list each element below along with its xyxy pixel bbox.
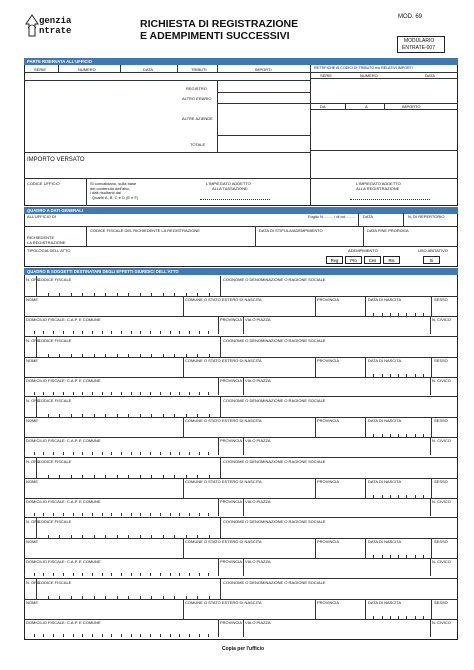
agency-logo [24,14,94,42]
ufficio-col-importi: IMPORTI [255,67,272,72]
si-button[interactable]: Si [423,256,440,264]
ufficio-col-serie: SERIE [34,67,47,72]
via-label: VIA O PIAZZA [245,499,271,504]
nome-label: NOME [26,539,38,544]
provincia-label: PROVINCIA [317,358,340,363]
importo-versato-label: IMPORTO VERSATO [27,157,85,163]
data-nascita-label: DATA DI NASCITA [368,297,402,302]
impiegato-tassazione-1: L'IMPIEGATO ADDETTO [206,181,251,186]
codice-fiscale-label: CODICE FISCALE [38,398,72,403]
civico-label: N. CIVICO [432,620,451,625]
ufficio-col-numero: NUMERO [78,67,96,72]
sesso-label: SESSO [434,418,448,423]
codice-fiscale-label: CODICE FISCALE [38,519,72,524]
codice-fiscale-label: CODICE FISCALE [38,580,72,585]
n-ord-label: N. ORD [26,580,40,585]
quadro-b-band: QUADRO B SOGGETTI DESTINATARI DEGLI EFFETTI GIURIDICI DELL'ATTO [24,268,458,275]
codice-fiscale-label: CODICE FISCALE [38,277,72,282]
importo-col: IMPORTO [402,104,421,109]
mod-number: MOD. 69 [398,14,423,20]
altre-aziende-label: ALTRE AZIENDE [182,116,213,121]
convalida-text-2: del contenuto dell'atto, [90,185,130,191]
convalida-text-4: Quadri A, B, C e D (E e F) [92,194,139,200]
via-label: VIA O PIAZZA [245,559,271,564]
provincia-label: PROVINCIA [317,297,340,302]
rettifiche-label: RETTIFICHE AI CODICI DI TRIBUTO e/o RELATIVI IMPORTI [314,66,413,70]
sesso-label: SESSO [434,539,448,544]
ufficio-band: PARTE RISERVATA ALL'UFFICIO [24,58,458,65]
modulario-text-1: MODULARIO [404,38,435,44]
nome-label: NOME [26,418,38,423]
comune-nascita-label: COMUNE O STATO ESTERO DI NASCITA [185,297,262,302]
domicilio-label: DOMICILIO FISCALE: C.A.P. E COMUNE [26,438,101,443]
cognome-label: COGNOME O DENOMINAZIONE O RAGIONE SOCIALE [223,459,326,464]
repertorio-label: N. DI REPERTORIO [408,214,445,219]
n-ord-label: N. ORD [26,277,40,282]
provincia-dom-label: PROVINCIA [220,438,243,443]
via-label: VIA O PIAZZA [245,378,271,383]
provincia-dom-label: PROVINCIA [220,499,243,504]
impiegato-tassazione-2: ALLA TASSAZIONE [212,185,248,191]
convalida-text-1: Si convalidano, sulla base [90,181,137,186]
impiegato-registrazione-2: ALLA REGISTRAZIONE [356,185,400,191]
comune-nascita-label: COMUNE O STATO ESTERO DI NASCITA [185,479,262,484]
da-col: DA [320,104,326,109]
tipologia-label: TIPOLOGIA DELL'ATTO [27,248,71,253]
nome-label: NOME [26,297,38,302]
n-ord-label: N. ORD [26,519,40,524]
ufficio-di-label: ALL'UFFICIO DI [27,214,56,219]
cognome-label: COGNOME O DENOMINAZIONE O RAGIONE SOCIALE [223,277,326,282]
via-label: VIA O PIAZZA [245,620,271,625]
provincia-label: PROVINCIA [317,479,340,484]
logo-emblem-icon [24,14,40,38]
richiedente-label-1: RICHIEDENTE [27,235,55,240]
data-proroga-label: DATA FINE PROROGA [367,228,409,233]
ces-button[interactable]: Ces [364,256,381,264]
codice-fiscale-label: CODICE FISCALE [38,338,72,343]
nome-label: NOME [26,600,38,605]
registro-label: REGISTRO [186,86,207,91]
domicilio-label: DOMICILIO FISCALE: C.A.P. E COMUNE [26,499,101,504]
provincia-dom-label: PROVINCIA [220,378,243,383]
ris-button[interactable]: Ris [383,256,400,264]
provincia-dom-label: PROVINCIA [220,317,243,322]
form-title-1: RICHIESTA DI REGISTRAZIONE [140,18,299,30]
n-ord-label: N. ORD [26,338,40,343]
footer-copia: Copia per l'ufficio [222,646,265,652]
impiegato-registrazione-1: L'IMPIEGATO ADDETTO [356,181,401,186]
altro-erario-label: ALTRO ERARIO [182,96,212,101]
ufficio-col-data: DATA [143,67,154,72]
civico-label: N. CIVICO [432,499,451,504]
logo-text-1: genzia [39,16,72,26]
form-title-2: E ADEMPIMENTI SUCCESSIVI [140,30,290,42]
provincia-dom-label: PROVINCIA [220,620,243,625]
rett-col-serie: SERIE [320,73,333,78]
pro-button[interactable]: Pro [345,256,362,264]
codice-ufficio-label: CODICE UFFICIO [27,181,60,186]
foglio-label: Foglio N. ....... / di tot. ....... [308,214,355,219]
reg-button[interactable]: Reg [326,256,343,264]
sesso-label: SESSO [434,358,448,363]
cognome-label: COGNOME O DENOMINAZIONE O RAGIONE SOCIALE [223,398,326,403]
sesso-label: SESSO [434,600,448,605]
civico-label: N. CIVICO [432,438,451,443]
n-ord-label: N. ORD [26,459,40,464]
via-label: VIA O PIAZZA [245,438,271,443]
rett-col-numero: NUMERO [360,73,378,78]
nome-label: NOME [26,358,38,363]
domicilio-label: DOMICILIO FISCALE: C.A.P. E COMUNE [26,317,101,322]
nome-label: NOME [26,479,38,484]
provincia-dom-label: PROVINCIA [220,559,243,564]
comune-nascita-label: COMUNE O STATO ESTERO DI NASCITA [185,539,262,544]
rett-col-data: DATA [425,73,436,78]
a-col: A [365,104,368,109]
data-nascita-label: DATA DI NASCITA [368,418,402,423]
cognome-label: COGNOME O DENOMINAZIONE O RAGIONE SOCIALE [223,580,326,585]
sesso-label: SESSO [434,479,448,484]
quadro-a-band: QUADRO A DATI GENERALI [24,207,458,214]
adempimento-label: ADEMPIMENTO [348,248,378,253]
uso-abitativo-label: USO ABITATIVO [418,248,448,253]
via-label: VIA O PIAZZA [245,317,271,322]
civico-label: N. CIVICO [432,559,451,564]
totale-label: TOTALE [190,142,206,147]
civico-label: N. CIVICO [432,378,451,383]
ufficio-col-tributi: TRIBUTI [191,67,207,72]
data-nascita-label: DATA DI NASCITA [368,358,402,363]
cognome-label: COGNOME O DENOMINAZIONE O RAGIONE SOCIALE [223,519,326,524]
modulario-text-2: ENTRATE-007 [402,45,435,51]
n-ord-label: N. ORD [26,398,40,403]
data-stipula-label: DATA DI STIPULA/ADEMPIMENTO [259,228,323,233]
provincia-label: PROVINCIA [317,600,340,605]
comune-nascita-label: COMUNE O STATO ESTERO DI NASCITA [185,418,262,423]
data-nascita-label: DATA DI NASCITA [368,539,402,544]
logo-text-2: ntrate [39,26,72,36]
convalida-text-3: i dati risultanti dai [90,190,121,195]
sesso-label: SESSO [434,297,448,302]
cf-richiedente-label: CODICE FISCALE DEL RICHIEDENTE LA REGISTRAZIONE [90,228,200,233]
comune-nascita-label: COMUNE O STATO ESTERO DI NASCITA [185,358,262,363]
data-nascita-label: DATA DI NASCITA [368,479,402,484]
codice-fiscale-label: CODICE FISCALE [38,459,72,464]
domicilio-label: DOMICILIO FISCALE: C.A.P. E COMUNE [26,559,101,564]
provincia-label: PROVINCIA [317,418,340,423]
data-nascita-label: DATA DI NASCITA [368,600,402,605]
data-label: DATA [363,214,374,219]
civico-label: N. CIVICO [432,317,451,322]
comune-nascita-label: COMUNE O STATO ESTERO DI NASCITA [185,600,262,605]
domicilio-label: DOMICILIO FISCALE: C.A.P. E COMUNE [26,378,101,383]
richiedente-label-2: LA REGISTRAZIONE [27,239,66,245]
domicilio-label: DOMICILIO FISCALE: C.A.P. E COMUNE [26,620,101,625]
cognome-label: COGNOME O DENOMINAZIONE O RAGIONE SOCIALE [223,338,326,343]
provincia-label: PROVINCIA [317,539,340,544]
